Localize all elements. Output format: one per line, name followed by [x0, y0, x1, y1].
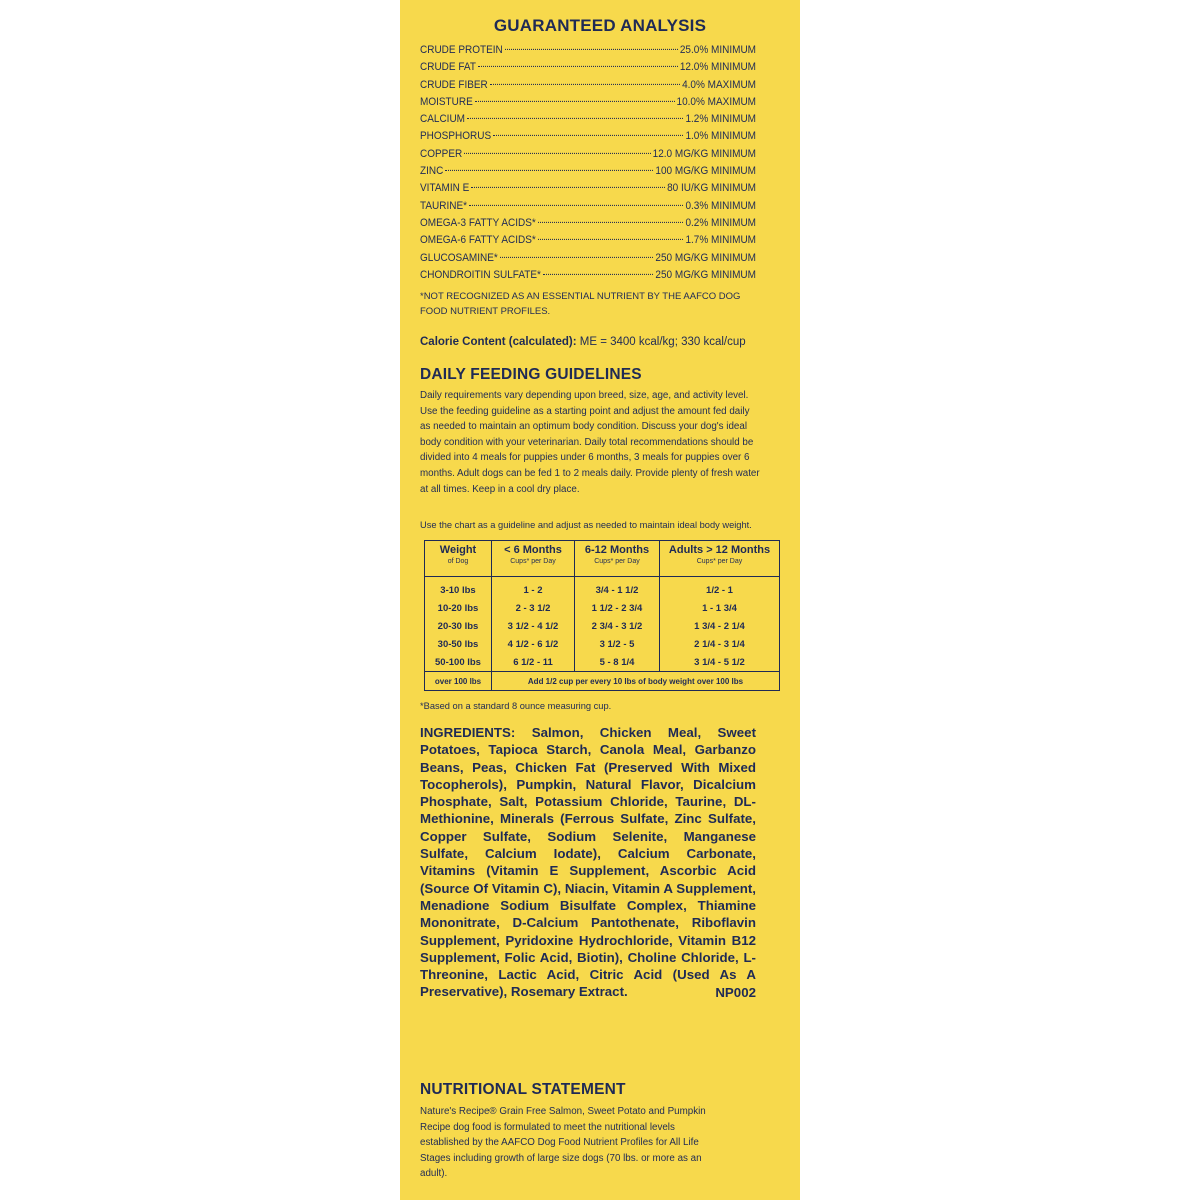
- analysis-row: [420, 145, 756, 164]
- cups-cell: 5 - 8 1/4: [575, 653, 660, 672]
- cups-cell: 1 - 2: [492, 577, 575, 600]
- leader-dots: [543, 274, 653, 275]
- header-sub: of Dog: [447, 558, 469, 565]
- table-row: [425, 599, 780, 617]
- analysis-row: [420, 266, 756, 285]
- leader-dots: [538, 239, 684, 240]
- analysis-name: CRUDE FAT: [420, 61, 476, 74]
- analysis-value: 0.2% MINIMUM: [685, 217, 756, 230]
- ingredients-label: INGREDIENTS:: [420, 725, 516, 740]
- analysis-value: 10.0% MAXIMUM: [676, 96, 756, 109]
- leader-dots: [445, 170, 653, 171]
- calorie-value: ME = 3400 kcal/kg; 330 kcal/cup: [579, 336, 746, 348]
- header-weight: [425, 541, 492, 577]
- analysis-value: 1.7% MINIMUM: [685, 234, 756, 247]
- aafco-footnote: *NOT RECOGNIZED AS AN ESSENTIAL NUTRIENT BY THE AAFCO DOG FOOD NUTRIENT PROFILES.: [420, 291, 741, 317]
- analysis-value: 1.0% MINIMUM: [685, 131, 756, 143]
- cups-cell: 2 1/4 - 3 1/4: [660, 635, 780, 653]
- weight-cell: 10-20 lbs: [425, 599, 492, 617]
- leader-dots: [490, 83, 680, 84]
- cups-cell: 3/4 - 1 1/2: [575, 577, 660, 600]
- header-title: Weight: [439, 544, 477, 556]
- analysis-row: [420, 76, 756, 95]
- header-sub: Cups* per Day: [510, 558, 556, 565]
- analysis-value: 1.2% MINIMUM: [685, 113, 756, 126]
- nutritional-statement-title: NUTRITIONAL STATEMENT: [420, 1081, 626, 1098]
- analysis-name: MOISTURE: [420, 96, 473, 109]
- analysis-row: [420, 232, 756, 251]
- analysis-name: CHONDROITIN SULFATE*: [420, 269, 541, 282]
- analysis-value: 100 MG/KG MINIMUM: [655, 165, 756, 178]
- leader-dots: [464, 153, 650, 154]
- analysis-value: 4.0% MAXIMUM: [682, 79, 756, 92]
- nutritional-statement-body: Nature's Recipe® Grain Free Salmon, Sweet Potato and Pumpkin Recipe dog food is formulated to meet the nutritional levels established by the AAFCO Dog Food Nutrient Profiles for All Life Stages including growth of large size dogs (70 lbs. or more as an adult).: [420, 1106, 706, 1180]
- analysis-value: 12.0 MG/KG MINIMUM: [652, 148, 756, 161]
- leader-dots: [469, 205, 683, 206]
- header-title: < 6 Months: [504, 544, 562, 556]
- cups-cell: 2 3/4 - 3 1/2: [575, 617, 660, 635]
- over-100-note-cell: Add 1/2 cup per every 10 lbs of body weight over 100 lbs: [492, 672, 780, 691]
- header-title: 6-12 Months: [584, 544, 650, 556]
- analysis-name: OMEGA-6 FATTY ACIDS*: [420, 234, 536, 247]
- analysis-name: CRUDE FIBER: [420, 79, 488, 92]
- header-sub: Cups* per Day: [696, 558, 743, 565]
- ingredients-text: Salmon, Chicken Meal, Sweet Potatoes, Tapioca Starch, Canola Meal, Garbanzo Beans, Peas, Chicken Fat (Preserved With Mixed Tocopherols), Pumpkin, Natural Flavor, Dicalcium Phosphate, Salt, Potassium Chloride, Taurine, DL-Methionine, Minerals (Ferrous Sulfate, Zinc Sulfate, Copper Sulfate, Sodium Selenite, Manganese Sulfate, Calcium Iodate), Calcium Carbonate, Vitamins (Vitamin E Supplement, Ascorbic Acid (Source Of Vitamin C), Niacin, Vitamin A Supplement, Menadione Sodium Bisulfate Complex, Thiamine Mononitrate, D-Calcium Pantothenate, Riboflavin Supplement, Pyridoxine Hydrochloride, Vitamin B12 Supplement, Folic Acid, Biotin), Choline Chloride, L-Threonine, Lactic Acid, Citric Acid (Used As A Preservative), Rosemary Extract.: [420, 725, 756, 1000]
- weight-cell: 20-30 lbs: [425, 617, 492, 635]
- analysis-row: [420, 214, 756, 233]
- analysis-row: [420, 162, 756, 181]
- analysis-name: VITAMIN E: [420, 182, 470, 195]
- header-title: Adults > 12 Months: [668, 544, 771, 556]
- analysis-row: [420, 197, 756, 216]
- calorie-content: [420, 336, 760, 348]
- guaranteed-analysis-title: GUARANTEED ANALYSIS: [493, 16, 707, 35]
- table-row: [425, 653, 780, 672]
- analysis-row: [420, 180, 756, 199]
- leader-dots: [478, 66, 678, 67]
- leader-dots: [471, 187, 665, 188]
- analysis-name: CRUDE PROTEIN: [420, 44, 503, 57]
- product-code: NP002: [715, 984, 756, 1000]
- weight-cell: 3-10 lbs: [425, 577, 492, 600]
- feeding-table-header: [425, 541, 780, 577]
- cup-footnote: *Based on a standard 8 ounce measuring cup.: [420, 701, 612, 711]
- leader-dots: [538, 222, 684, 223]
- leader-dots: [467, 118, 683, 119]
- header-6-12: [575, 541, 660, 577]
- cups-cell: 2 - 3 1/2: [492, 599, 575, 617]
- feeding-guidelines-title: DAILY FEEDING GUIDELINES: [420, 366, 642, 383]
- table-row: [425, 635, 780, 653]
- guaranteed-analysis-list: [420, 42, 756, 284]
- cups-cell: 1 - 1 3/4: [660, 599, 780, 617]
- feeding-guidelines-body: Daily requirements vary depending upon breed, size, age, and activity level. Use the feeding guideline as a starting point and adjust the amount fed daily as needed to maintain an optimum body condition. Discuss your dog's ideal body condition with your veterinarian. Daily total recommendations should be divided into 4 meals for puppies under 6 months, 3 meals for puppies over 6 months. Adult dogs can be fed 1 to 2 meals daily. Provide plenty of fresh water at all times. Keep in a cool dry place.: [420, 390, 760, 495]
- weight-cell: over 100 lbs: [425, 672, 492, 691]
- leader-dots: [505, 49, 678, 50]
- analysis-row: [420, 128, 756, 147]
- leader-dots: [500, 256, 654, 257]
- header-sub: Cups* per Day: [594, 558, 640, 565]
- feeding-table: [424, 540, 780, 691]
- label-panel: [400, 0, 800, 1200]
- analysis-value: 80 IU/KG MINIMUM: [667, 182, 756, 195]
- analysis-row: [420, 59, 756, 78]
- cups-cell: 1 3/4 - 2 1/4: [660, 617, 780, 635]
- cups-cell: 4 1/2 - 6 1/2: [492, 635, 575, 653]
- analysis-value: 12.0% MINIMUM: [679, 61, 756, 74]
- analysis-name: CALCIUM: [420, 113, 466, 126]
- analysis-name: TAURINE*: [420, 200, 468, 213]
- analysis-name: OMEGA-3 FATTY ACIDS*: [420, 217, 536, 230]
- ingredients-block: [420, 724, 756, 1001]
- analysis-value: 0.3% MINIMUM: [685, 200, 756, 213]
- analysis-value: 25.0% MINIMUM: [679, 44, 756, 57]
- cups-cell: 1 1/2 - 2 3/4: [575, 599, 660, 617]
- cups-cell: 3 1/4 - 5 1/2: [660, 653, 780, 672]
- leader-dots: [493, 135, 683, 136]
- analysis-name: PHOSPHORUS: [420, 131, 492, 143]
- cups-cell: 3 1/2 - 5: [575, 635, 660, 653]
- calorie-label: Calorie Content (calculated):: [420, 336, 577, 348]
- cups-cell: 3 1/2 - 4 1/2: [492, 617, 575, 635]
- chart-note: Use the chart as a guideline and adjust as needed to maintain ideal body weight.: [420, 520, 752, 530]
- table-row: [425, 577, 780, 600]
- cups-cell: 6 1/2 - 11: [492, 653, 575, 672]
- leader-dots: [475, 101, 675, 102]
- table-row: [425, 617, 780, 635]
- header-under-6: [492, 541, 575, 577]
- analysis-name: GLUCOSAMINE*: [420, 252, 498, 264]
- analysis-name: ZINC: [420, 165, 444, 178]
- analysis-row: [420, 93, 756, 112]
- cups-cell: 1/2 - 1: [660, 577, 780, 600]
- analysis-value: 250 MG/KG MINIMUM: [655, 252, 756, 264]
- analysis-row: [420, 41, 756, 60]
- weight-cell: 30-50 lbs: [425, 635, 492, 653]
- analysis-row: [420, 249, 756, 268]
- analysis-value: 250 MG/KG MINIMUM: [655, 269, 756, 282]
- analysis-name: COPPER: [420, 148, 463, 161]
- weight-cell: 50-100 lbs: [425, 653, 492, 672]
- table-row-over-100: [425, 672, 780, 691]
- header-adults: [660, 541, 780, 577]
